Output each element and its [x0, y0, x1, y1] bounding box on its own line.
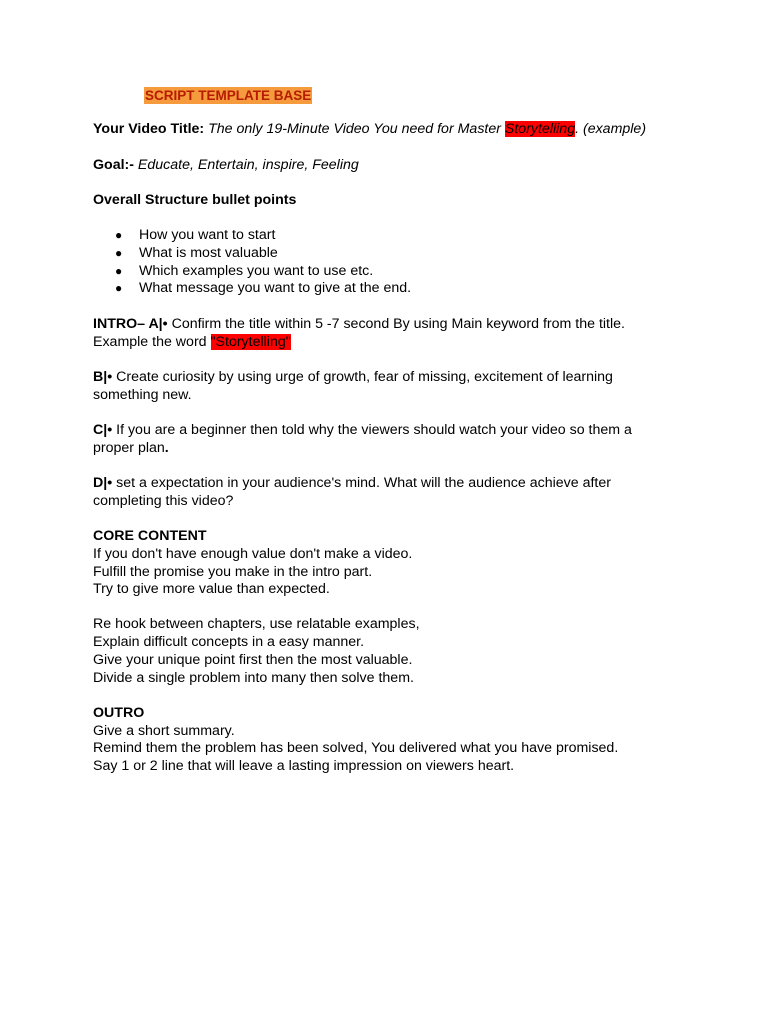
- intro-line-2: [93, 334, 291, 352]
- list-item-text: What is most valuable: [139, 244, 278, 261]
- core-content-heading: CORE CONTENT: [93, 528, 207, 544]
- b-section-label: B|•: [93, 369, 113, 385]
- outro-heading: OUTRO: [93, 705, 145, 721]
- list-item-text: What message you want to give at the end.: [139, 280, 412, 297]
- core-line: Explain difficult concepts in a easy manner.: [93, 634, 365, 650]
- video-title-text: The only 19-Minute Video You need for Master: [204, 121, 505, 137]
- outro-line: Say 1 or 2 line that will leave a lasting impression on viewers heart.: [93, 758, 515, 774]
- outro-line: Give a short summary.: [93, 723, 235, 739]
- bullet-icon: ●: [115, 263, 123, 278]
- list-item: [93, 263, 411, 281]
- structure-bullet-list: [93, 227, 411, 298]
- core-line: Try to give more value than expected.: [93, 581, 330, 597]
- list-item: [93, 280, 411, 298]
- intro-line-1: [93, 316, 625, 334]
- b-section-line-1: [93, 369, 613, 387]
- core-line: Re hook between chapters, use relatable examples,: [93, 616, 420, 632]
- bullet-icon: ●: [115, 245, 123, 260]
- intro-example-highlight: "Storytelling": [210, 334, 291, 350]
- bullet-icon: ●: [115, 281, 123, 296]
- goal-text: Educate, Entertain, inspire, Feeling: [133, 157, 359, 173]
- video-title-highlight: Storytelling: [504, 121, 576, 137]
- d-section-line-1: [93, 475, 611, 493]
- b-section-line-2: something new.: [93, 387, 192, 403]
- d-section-line-2: completing this video?: [93, 493, 234, 509]
- d-section-text: set a expectation in your audience's mind. What will the audience achieve after: [112, 475, 611, 491]
- list-item: [93, 227, 411, 245]
- list-item: [93, 245, 411, 263]
- c-section-line-2: [93, 440, 169, 458]
- intro-example-prefix: Example the word: [93, 334, 211, 350]
- intro-text: Confirm the title within 5 -7 second By using Main keyword from the title.: [167, 316, 625, 332]
- goal-line: [93, 157, 359, 175]
- bullet-icon: ●: [115, 228, 123, 242]
- c-section-text: If you are a beginner then told why the viewers should watch your video so them a: [112, 422, 632, 438]
- video-title-line: [93, 121, 646, 139]
- b-section-text: Create curiosity by using urge of growth, fear of missing, excitement of learning: [112, 369, 613, 385]
- c-section-period: .: [164, 440, 169, 456]
- video-title-label: Your Video Title:: [93, 121, 205, 137]
- intro-label: INTRO– A|•: [93, 316, 168, 332]
- core-line: Fulfill the promise you make in the intro part.: [93, 564, 373, 580]
- document-title: SCRIPT TEMPLATE BASE: [145, 88, 312, 103]
- video-title-suffix: . (example): [575, 121, 647, 137]
- list-item-text: Which examples you want to use etc.: [139, 262, 374, 279]
- goal-label: Goal:-: [93, 157, 134, 173]
- c-section-text-2: proper plan: [93, 440, 165, 456]
- c-section-label: C|•: [93, 422, 113, 438]
- structure-heading: Overall Structure bullet points: [93, 192, 297, 208]
- d-section-label: D|•: [93, 475, 113, 491]
- core-line: Divide a single problem into many then solve them.: [93, 670, 414, 686]
- core-line: Give your unique point first then the most valuable.: [93, 652, 413, 668]
- core-line: If you don't have enough value don't make a video.: [93, 546, 413, 562]
- c-section-line-1: [93, 422, 632, 440]
- outro-line: Remind them the problem has been solved, You delivered what you have promised.: [93, 740, 619, 756]
- list-item-text: How you want to start: [139, 227, 276, 243]
